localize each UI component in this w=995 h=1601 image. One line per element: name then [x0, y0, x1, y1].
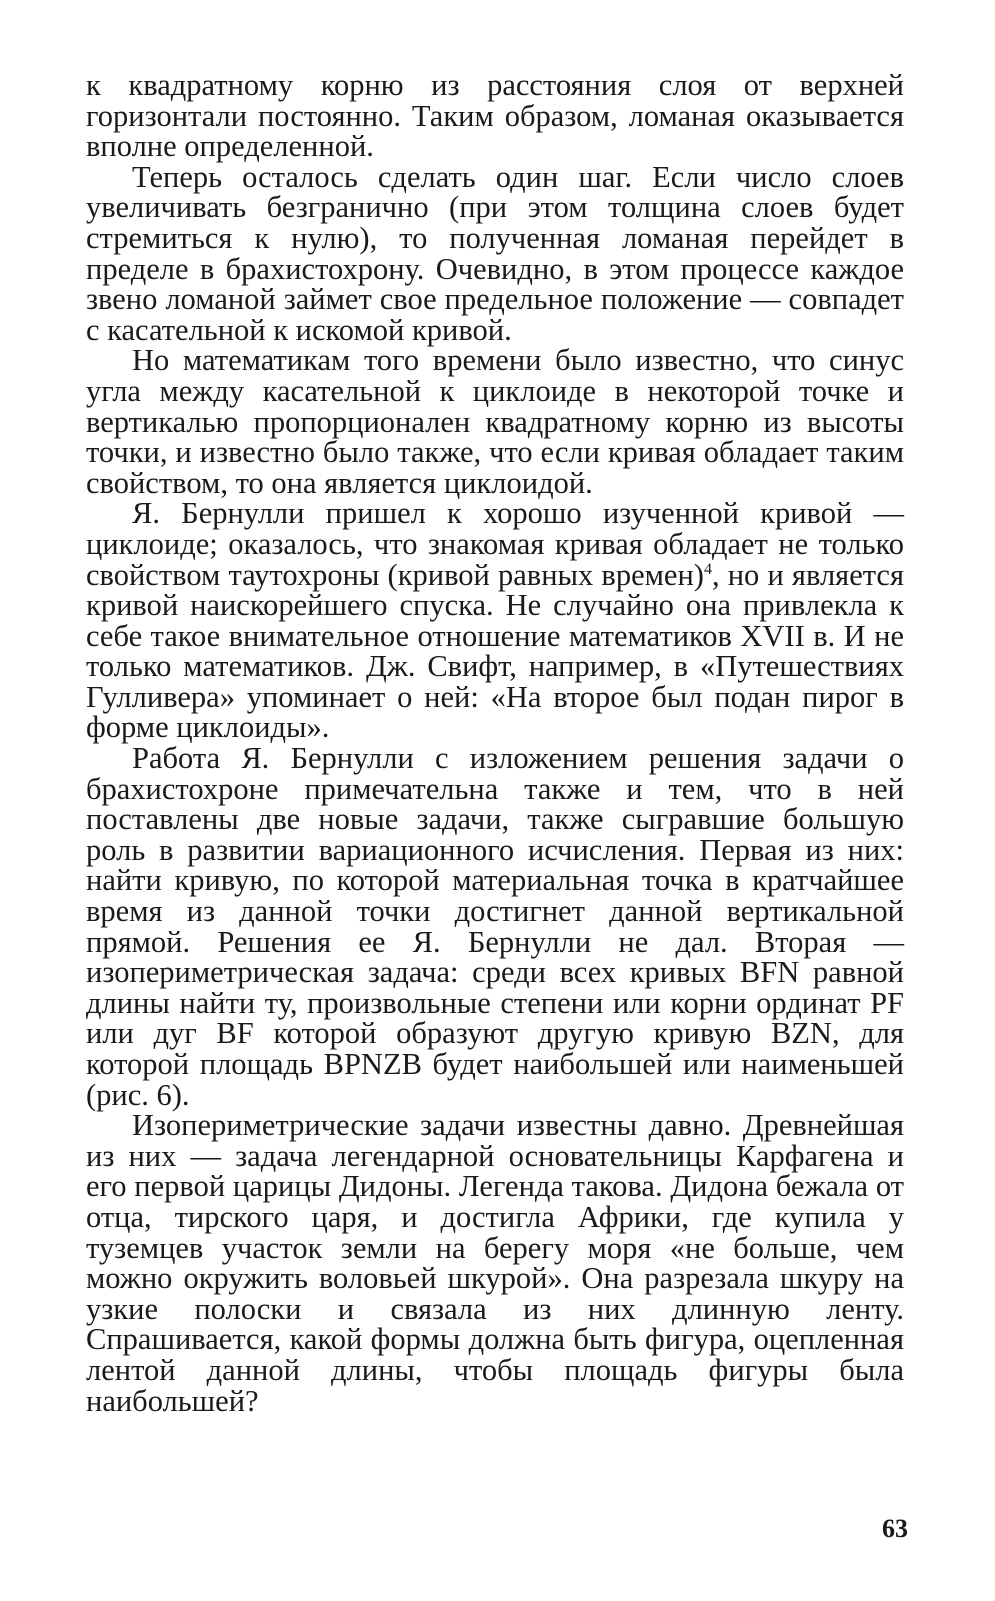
paragraph-dido-legend: Изопериметрические задачи известны давно. Древнейшая из них — задача легендарной основательницы Карфагена и его первой царицы Дидоны. Легенда такова. Дидона бежала от отца, тирского царя, и достигла Африки, где купила у туземцев участок земли на берегу моря «не больше, чем можно окружить воловьей шкурой». Она разрезала шкуру на узкие полоски и связала из них длинную ленту. Спрашивается, какой формы должна быть фигура, оцепленная лентой данной длины, чтобы площадь фигуры была наибольшей? [86, 1108, 904, 1418]
paragraph-bernoulli-cycloid [86, 498, 904, 743]
paragraph-continuation: к квадратному корню из расстояния слоя от верхней горизонтали постоянно. Таким образом, ломаная оказывается вполне определенной. [86, 68, 904, 164]
paragraph-cycloid-property: Но математикам того времени было известно, что синус угла между касательной к циклоиде в некоторой точке и вертикалью пропорционален квадратному корню из высоты точки, и известно было также, что если кривая обладает таким свойством, то она является циклоидой. [86, 343, 904, 500]
paragraph-new-problems: Работа Я. Бернулли с изложением решения задачи о брахистохроне примечательна также и тем, что в ней поставлены две новые задачи, также сыгравшие большую роль в развитии вариационного исчисления. Первая из них: найти кривую, по которой материальная точка в кратчайшее время из данной точки достигнет данной вертикальной прямой. Решения ее Я. Бернулли не дал. Вторая — изопериметрическая задача: среди всех кривых BFN равной длины найти ту, произвольные степени или корни ординат PF или дуг BF которой образуют другую кривую BZN, для которой площадь BPNZB будет наибольшей или наименьшей (рис. 6). [86, 741, 904, 1112]
footnote-marker: 4 [703, 560, 712, 578]
paragraph-polyline-limit: Теперь осталось сделать один шаг. Если число слоев увеличивать безгранично (при этом толщина слоев будет стремиться к нулю), то полученная ломаная перейдет в пределе в брахистохрону. Очевидно, в этом процессе каждое звено ломаной займет свое предельное положение — совпадет с касательной к искомой кривой. [86, 159, 904, 347]
paragraph-bernoulli-cycloid-part1: Я. Бернулли пришел к хорошо изученной кривой — циклоиде; оказалось, что знакомая кривая обладает не только свойством таутохроны (кривой равных времен) [86, 496, 904, 592]
page-body [86, 70, 904, 1416]
paragraph-bernoulli-cycloid-part2: , но и является кривой наискорейшего спуска. Не случайно она привлекла к себе такое внимательное отношение математиков XVII в. И не только математиков. Дж. Свифт, например, в «Путешествиях Гулливера» упоминает о ней: «На второе был подан пирог в форме циклоиды». [86, 557, 904, 745]
page-number: 63 [882, 1514, 908, 1543]
